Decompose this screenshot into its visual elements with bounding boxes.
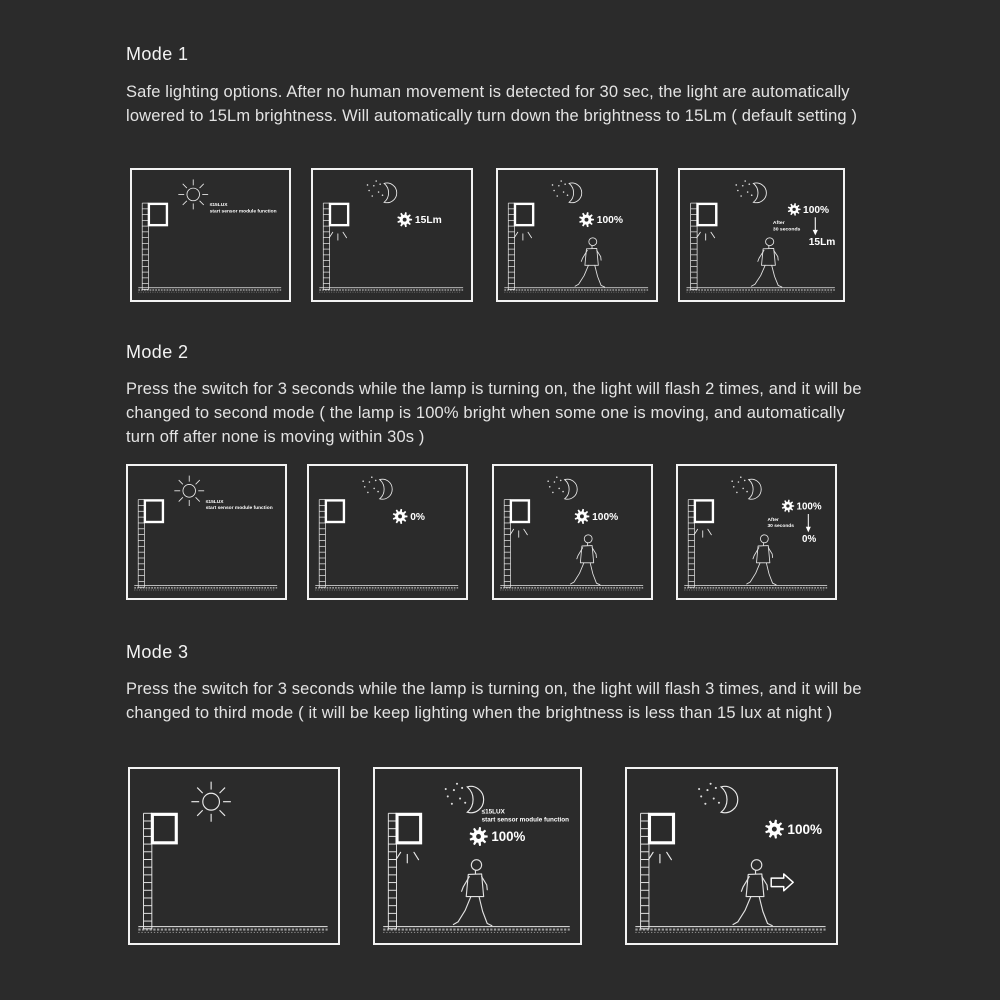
ground [500,586,643,590]
brightness-label: 100% [787,821,823,837]
lamp-pole [691,203,698,290]
after-value: 0% [802,533,817,546]
mode1-scene-4 [680,170,843,300]
mode-3-heading: Mode 3 [126,642,189,662]
brightness-label: 100% [796,501,822,513]
ground [315,586,458,590]
mode2-scene-2 [309,466,466,598]
ground [504,288,648,292]
lamp-pole [388,813,396,929]
mode-2-description: Press the switch for 3 seconds while the lamp is turning on, the light will flash 2 times, and it will be changed to second mode ( the lamp is 100% bright when some one is moving, and automatically turn off after none is moving within 30s ) [126,380,862,446]
person-figure [571,535,600,585]
brightness-label: 100% [803,205,830,216]
mode2-scene-3 [494,466,651,598]
person-figure [747,535,776,585]
mode3-diagram-1 [128,767,340,945]
mode1-diagram-1 [130,168,291,302]
lamp-pole [508,203,514,290]
lamp-head [152,814,176,842]
light-burst-center [772,827,777,832]
sensor-note-line2: start sensor module function [209,209,277,215]
ground [383,927,570,933]
mode1-scene-1 [132,170,289,300]
after-note-line2: 30 seconds [772,227,801,233]
light-burst-center [792,208,795,211]
moon-stars-icon [552,180,582,202]
lamp-head [515,204,533,225]
mode2-scene-1 [128,466,285,598]
down-arrow-icon [813,217,818,235]
sensor-note-line1: ≤15LUX [205,499,224,505]
mode1-diagram-4 [678,168,845,302]
light-burst-center [585,218,589,222]
light-burst-center [476,834,481,839]
lamp-head [330,204,348,225]
after-note-line1: After [767,517,779,523]
mode2-diagram-2 [307,464,468,600]
lamp-pole [323,203,329,290]
light-burst-center [580,514,584,518]
lamp-head [149,204,167,225]
mode2-scene-4 [678,466,835,598]
mode2-diagram-4 [676,464,837,600]
mode-3-description: Press the switch for 3 seconds while the lamp is turning on, the light will flash 3 times, and it will be changed to third mode ( it will be keep lighting when the brightness is less than 15 lux at night ) [126,680,862,722]
brightness-label: 15Lm [414,215,442,227]
ground [684,586,827,590]
lamp-pole [138,500,144,588]
lamp-head [649,814,673,842]
light-burst-center [403,218,407,222]
moon-stars-icon [735,180,766,202]
lamp-pole [144,813,152,929]
down-arrow-icon [806,514,811,532]
sun-icon [174,476,204,506]
person-figure [733,860,772,926]
mode1-diagram-2 [311,168,473,302]
ground [319,288,463,292]
after-note-line2: 30 seconds [767,524,794,530]
mode3-diagram-2 [373,767,582,945]
lamp-head [511,500,529,522]
lamp-pole [688,500,694,588]
mode2-diagram-3 [492,464,653,600]
lamp-pole [142,203,148,290]
lamp-pole [504,500,510,588]
sensor-note-line2: start sensor module function [481,816,570,824]
moon-stars-icon [362,476,392,499]
mode-2-diagrams [126,464,837,600]
moon-stars-icon [367,180,397,202]
right-arrow-icon [771,874,793,891]
person-figure [575,238,605,287]
brightness-label: 100% [592,511,619,524]
light-burst-center [786,504,789,507]
sensor-note-line1: ≤15LUX [209,203,228,209]
lamp-head [698,204,717,225]
mode3-scene-3 [627,769,836,943]
mode1-scene-3 [498,170,656,300]
lamp-rays-icon [514,232,531,240]
lamp-rays-icon [510,529,527,537]
ground [138,288,281,292]
lamp-head [695,500,713,522]
brightness-label: 0% [410,511,426,524]
mode-2-heading: Mode 2 [126,342,189,362]
lamp-rays-icon [329,232,346,240]
ground [134,586,277,590]
mode1-diagram-3 [496,168,658,302]
mode3-scene-2 [375,769,580,943]
lamp-rays-icon [694,529,711,537]
mode-3-diagrams [128,767,838,945]
moon-stars-icon [731,476,761,499]
mode1-scene-2 [313,170,471,300]
ground [687,288,835,292]
lamp-pole [641,813,649,929]
light-burst-center [398,514,402,518]
sensor-note-line1: ≤15LUX [481,808,505,816]
lamp-head [326,500,344,522]
lamp-rays-icon [396,852,419,863]
lamp-pole [319,500,325,588]
mode3-diagram-3 [625,767,838,945]
moon-stars-icon [698,783,738,813]
brightness-label: 100% [596,215,624,227]
lamp-head [397,814,421,842]
person-figure [751,238,782,287]
ground [138,927,327,933]
lamp-rays-icon [648,852,671,863]
brightness-label: 100% [491,829,526,845]
sensor-note-line2: start sensor module function [205,506,273,512]
person-figure [453,860,491,926]
mode-1-description: Safe lighting options. After no human movement is detected for 30 sec, the light are automatically lowered to 15Lm brightness. Will automatically turn down the brightness to 15Lm ( default setting ) [126,83,858,125]
mode-1-diagrams [130,168,845,302]
mode2-diagram-1 [126,464,287,600]
sun-icon [178,179,208,209]
sun-icon [191,782,231,822]
mode3-scene-1 [130,769,338,943]
mode-1-heading: Mode 1 [126,44,189,64]
after-value: 15Lm [808,236,836,248]
lamp-rays-icon [697,232,715,240]
after-note-line1: After [772,221,785,226]
moon-stars-icon [445,783,484,813]
lamp-head [145,500,163,522]
ground [635,927,825,933]
moon-stars-icon [547,476,577,499]
